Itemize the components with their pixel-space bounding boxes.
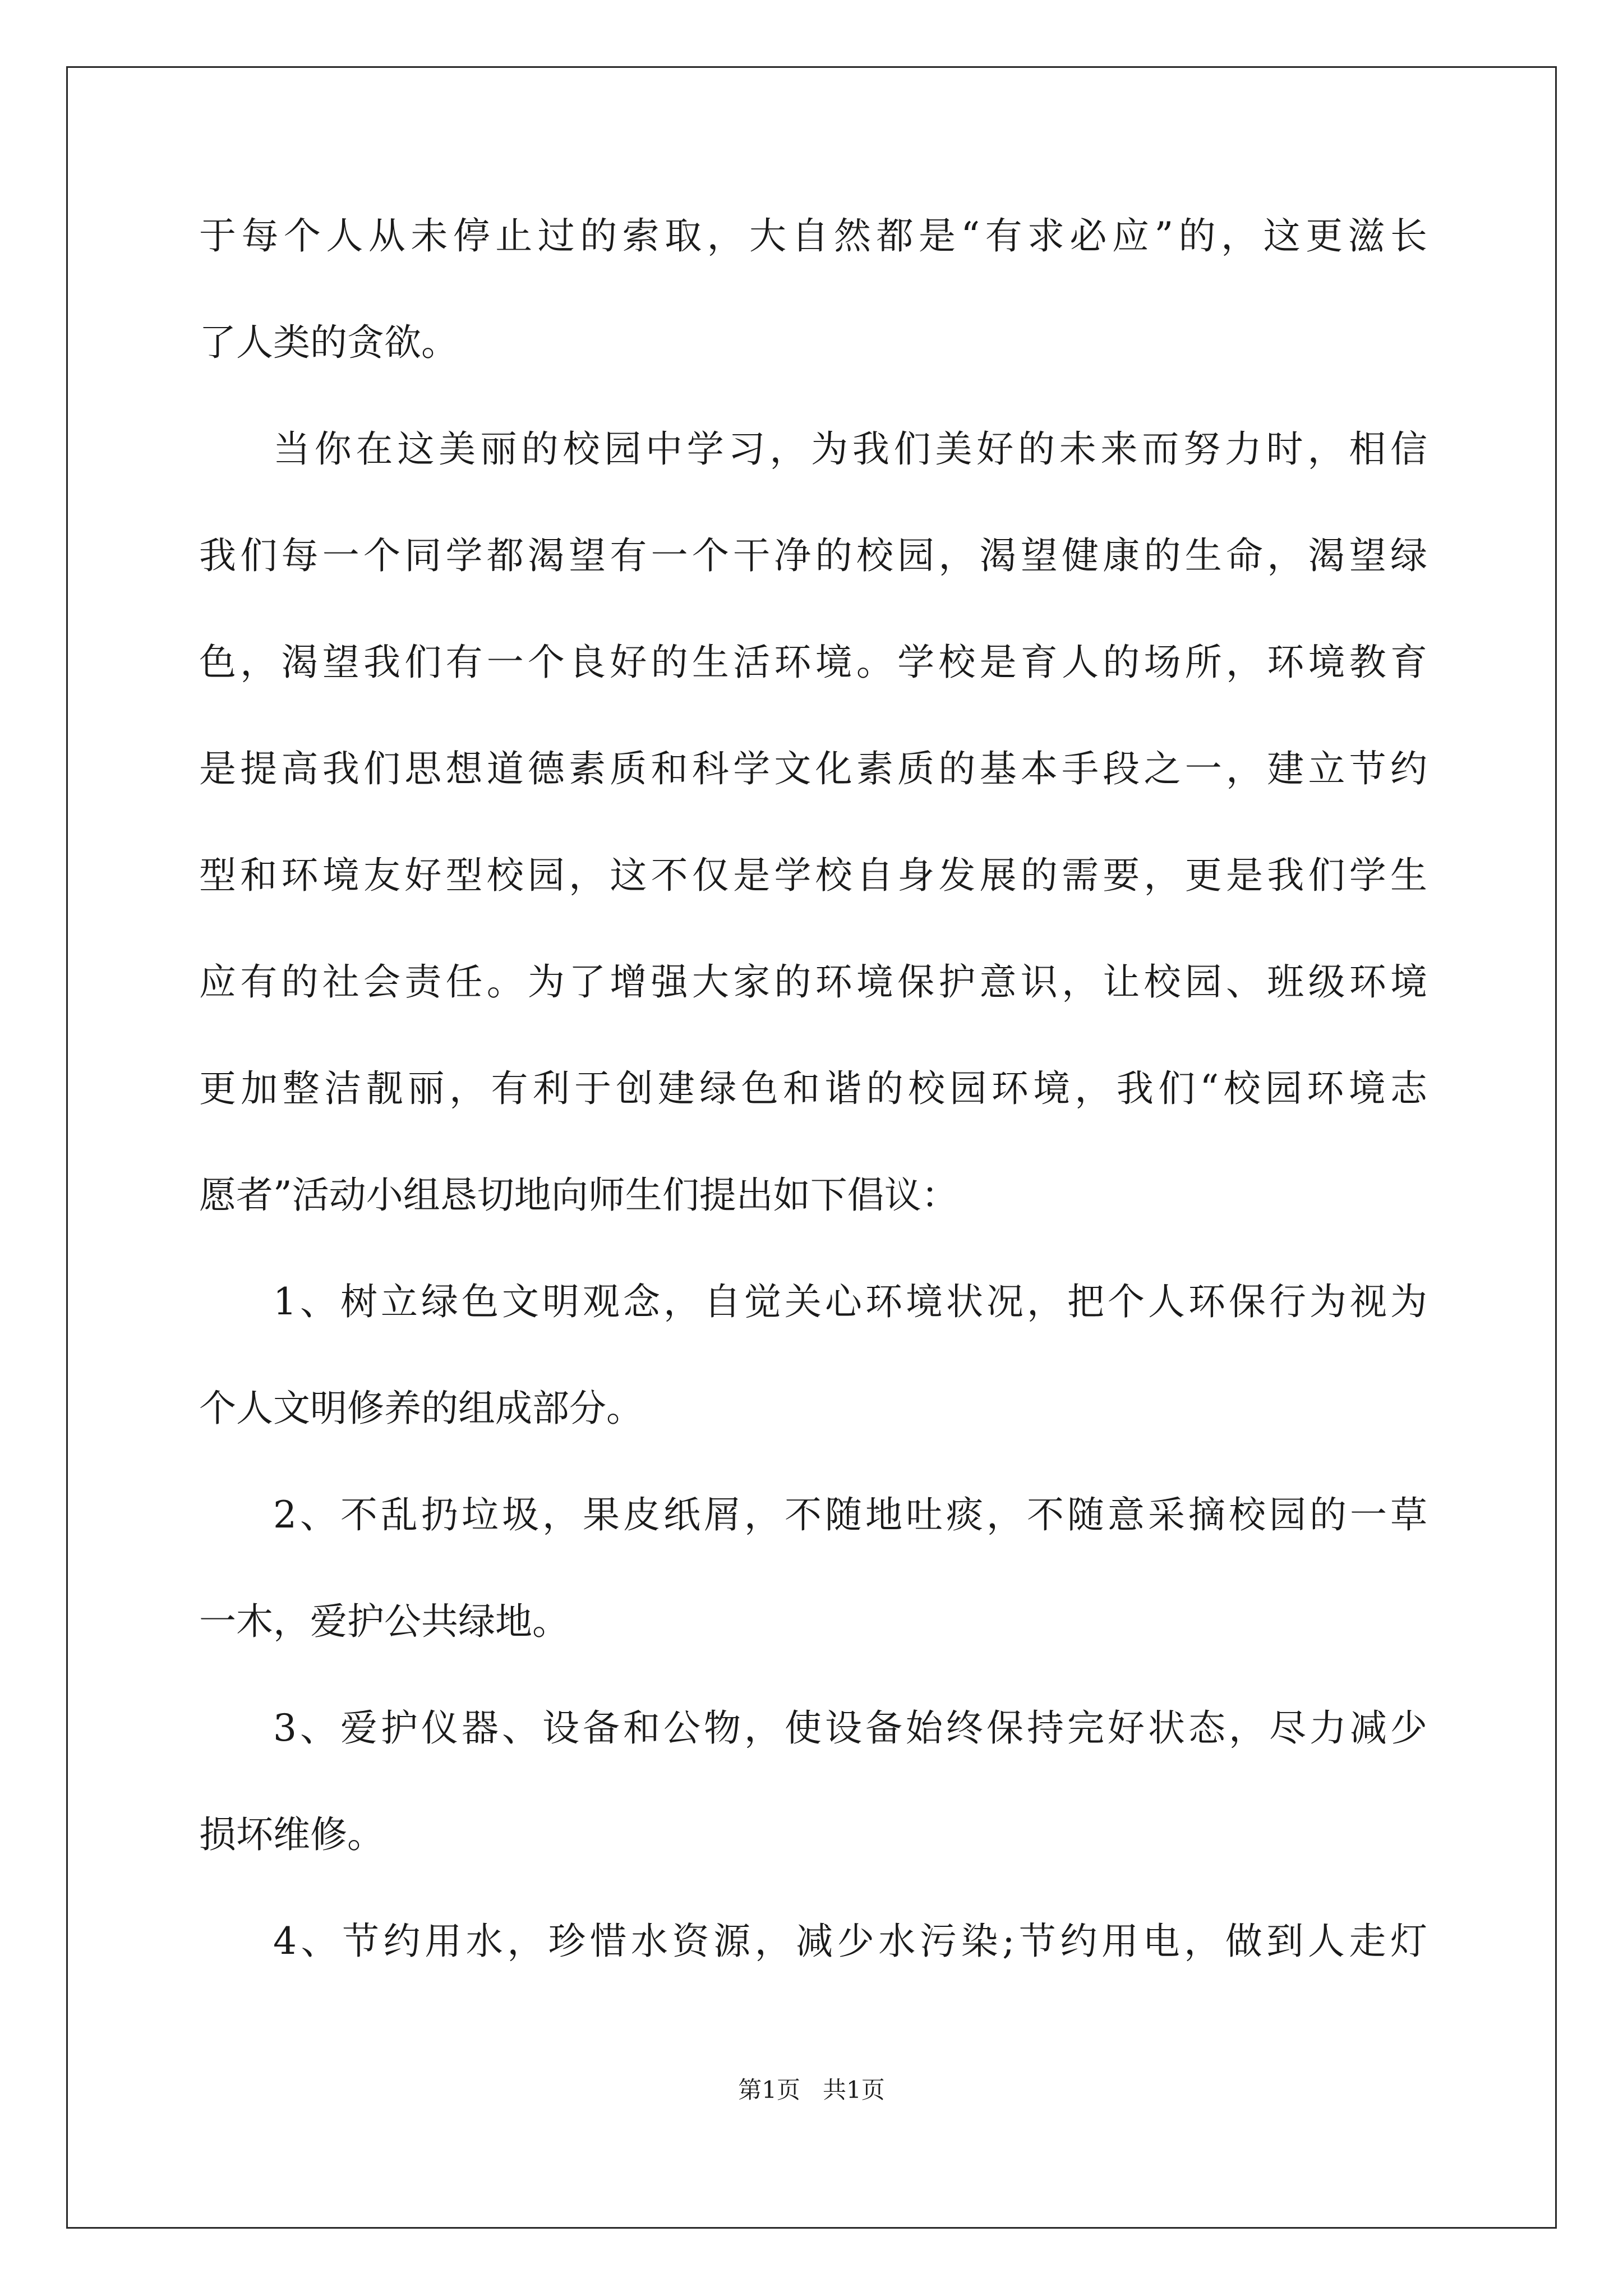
text-line: 4、节约用水，珍惜水资源，减少水污染;节约用电，做到人走灯	[273, 1920, 1427, 1963]
text-line: 1、树立绿色文明观念，自觉关心环境状况，把个人环保行为视为	[273, 1280, 1427, 1323]
page-total: 共1页	[823, 2076, 885, 2104]
text-line: 我们每一个同学都渴望有一个干净的校园，渴望健康的生命，渴望绿	[199, 534, 1427, 577]
text-line: 2、不乱扔垃圾，果皮纸屑，不随地吐痰，不随意采摘校园的一草	[273, 1493, 1427, 1536]
text-line: 个人文明修养的组成部分。	[199, 1387, 643, 1430]
text-line: 更加整洁靓丽，有利于创建绿色和谐的校园环境，我们“校园环境志	[199, 1067, 1427, 1110]
text-line: 了人类的贪欲。	[199, 321, 458, 364]
text-line: 色，渴望我们有一个良好的生活环境。学校是育人的场所，环境教育	[199, 641, 1427, 684]
page-number: 第1页	[738, 2076, 800, 2104]
document-body	[199, 214, 1427, 2030]
text-line: 于每个人从未停止过的索取，大自然都是“有求必应”的，这更滋长	[199, 214, 1427, 257]
text-line: 一木，爱护公共绿地。	[199, 1600, 569, 1643]
text-line: 损坏维修。	[199, 1813, 384, 1856]
text-line: 是提高我们思想道德素质和科学文化素质的基本手段之一，建立节约	[199, 747, 1427, 790]
text-line: 型和环境友好型校园，这不仅是学校自身发展的需要，更是我们学生	[199, 854, 1427, 897]
text-line: 3、爱护仪器、设备和公物，使设备始终保持完好状态，尽力减少	[273, 1706, 1427, 1750]
text-line: 应有的社会责任。为了增强大家的环境保护意识，让校园、班级环境	[199, 960, 1427, 1004]
text-line: 当你在这美丽的校园中学习，为我们美好的未来而努力时，相信	[273, 427, 1427, 471]
text-line: 愿者”活动小组恳切地向师生们提出如下倡议：	[199, 1174, 958, 1217]
page-footer	[0, 2078, 1623, 2102]
